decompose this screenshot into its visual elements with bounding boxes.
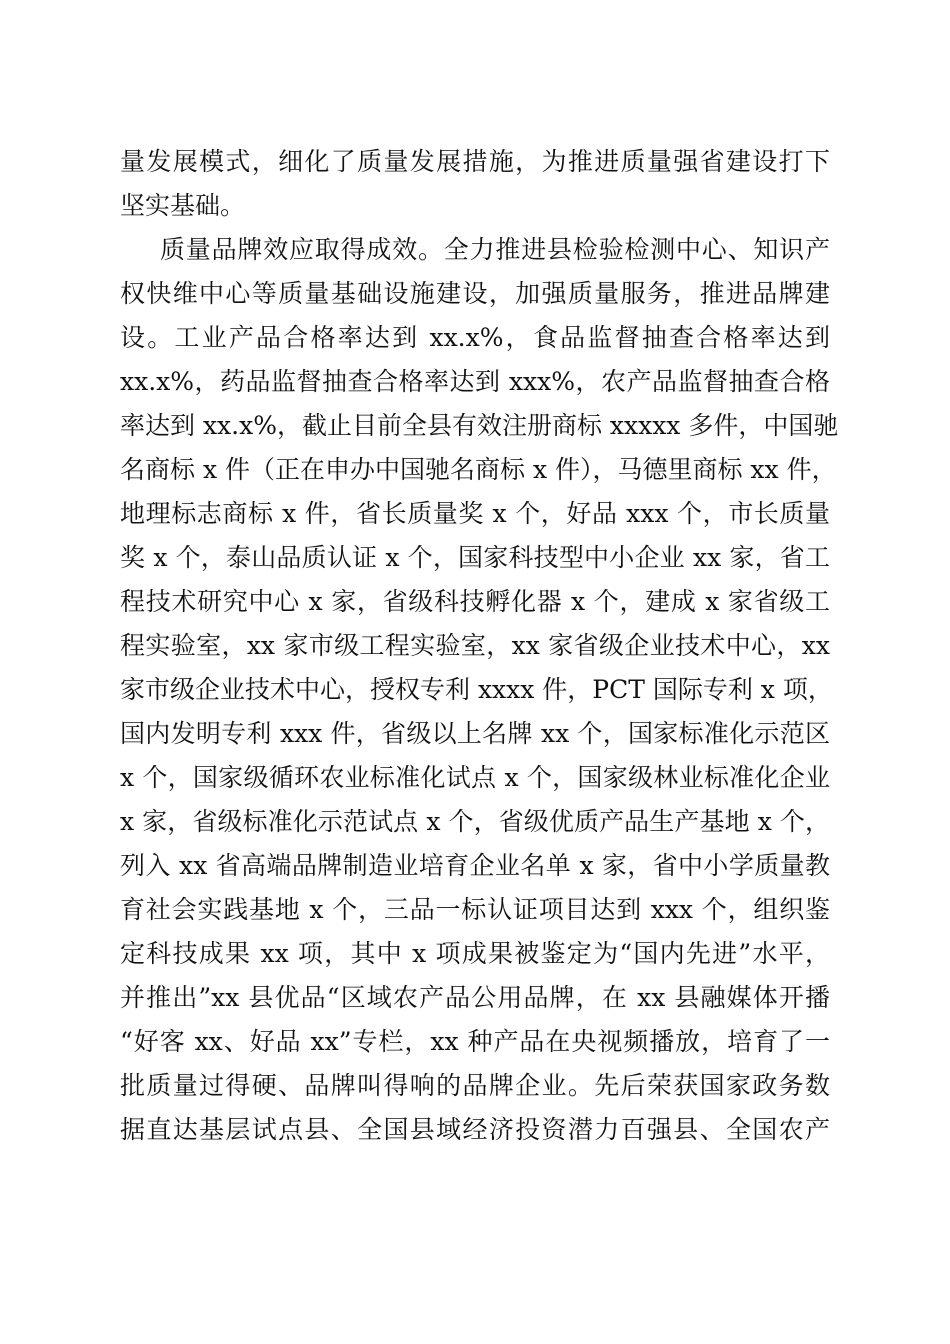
text-line-20: 并推出”xx 县优品“区域农产品公用品牌，在 xx 县融媒体开播 (120, 983, 830, 1012)
text-line-18: 育社会实践基地 x 个，三品一标认证项目达到 xxx 个，组织鉴 (120, 895, 830, 924)
text-line-12: 程实验室，xx 家市级工程实验室，xx 家省级企业技术中心，xx (120, 631, 830, 660)
text-line-7: 率达到 xx.x%，截止目前全县有效注册商标 xxxxx 多件，中国驰 (120, 411, 839, 440)
text-line-21: “好客 xx、好品 xx”专栏，xx 种产品在央视频播放，培育了一 (120, 1027, 830, 1056)
text-line-22: 批质量过得硬、品牌叫得响的品牌企业。先后荣获国家政务数 (120, 1071, 830, 1100)
text-line-4: 权快维中心等质量基础设施建设，加强质量服务，推进品牌建 (120, 279, 830, 308)
text-line-5: 设。工业产品合格率达到 xx.x%，食品监督抽查合格率达到 (120, 323, 830, 352)
text-line-1: 量发展模式，细化了质量发展措施，为推进质量强省建设打下 (120, 147, 830, 176)
paragraph-heading-line: 质量品牌效应取得成效。全力推进县检验检测中心、知识产 (160, 235, 830, 264)
text-line-11: 程技术研究中心 x 家，省级科技孵化器 x 个，建成 x 家省级工 (120, 587, 830, 616)
text-line-19: 定科技成果 xx 项，其中 x 项成果被鉴定为“国内先进”水平， (120, 939, 830, 968)
text-line-8: 名商标 x 件（正在申办中国驰名商标 x 件），马德里商标 xx 件， (120, 455, 837, 484)
text-line-17: 列入 xx 省高端品牌制造业培育企业名单 x 家，省中小学质量教 (120, 851, 830, 880)
text-line-16: x 家，省级标准化示范试点 x 个，省级优质产品生产基地 x 个， (120, 807, 830, 836)
text-line-13: 家市级企业技术中心，授权专利 xxxx 件，PCT 国际专利 x 项， (120, 675, 833, 704)
body-text (120, 140, 839, 1152)
text-line-15: x 个，国家级循环农业标准化试点 x 个，国家级林业标准化企业 (120, 763, 830, 792)
text-line-23: 据直达基层试点县、全国县域经济投资潜力百强县、全国农产 (120, 1115, 830, 1144)
text-line-2: 坚实基础。 (120, 191, 246, 220)
text-line-9: 地理标志商标 x 件，省长质量奖 x 个，好品 xxx 个，市长质量 (120, 499, 830, 528)
text-line-10: 奖 x 个，泰山品质认证 x 个，国家科技型中小企业 xx 家，省工 (120, 543, 830, 572)
text-line-14: 国内发明专利 xxx 件，省级以上名牌 xx 个，国家标准化示范区 (120, 719, 830, 748)
text-line-6: xx.x%，药品监督抽查合格率达到 xxx%，农产品监督抽查合格 (120, 367, 830, 396)
